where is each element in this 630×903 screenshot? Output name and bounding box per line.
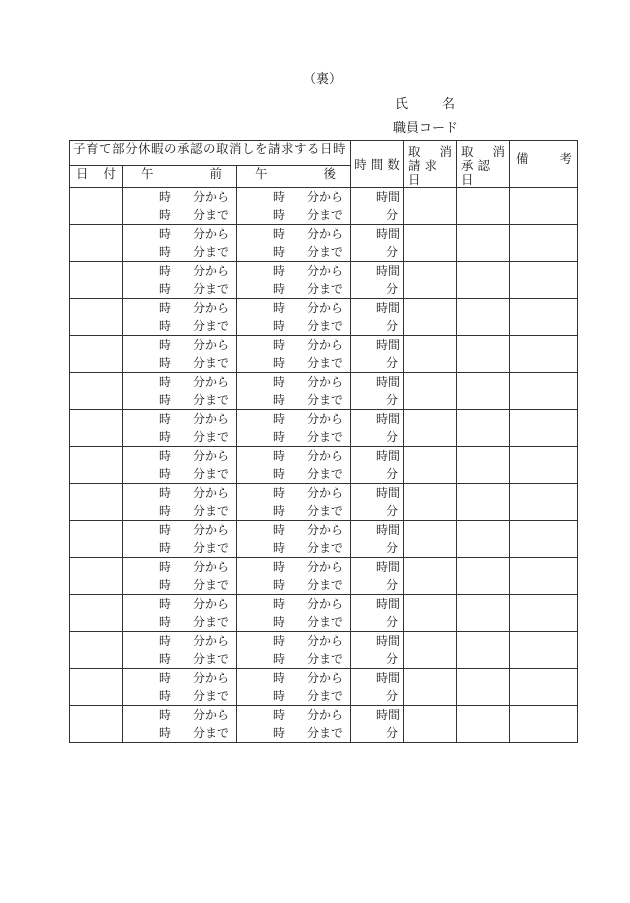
date-a: 日: [76, 165, 89, 181]
until-label: 分まで: [307, 430, 344, 444]
cancel-request-date-cell[interactable]: [404, 447, 457, 484]
hour-label: 時: [273, 356, 286, 370]
table-row: [70, 188, 578, 225]
date-cell[interactable]: [70, 447, 123, 484]
cancel-approval-date-header: [457, 141, 510, 188]
pm-time-cell[interactable]: [237, 188, 351, 225]
am-header: [123, 165, 237, 187]
pm-a: 午: [255, 165, 268, 181]
date-b: 付: [103, 165, 116, 181]
hours-unit-label: 時間: [376, 264, 401, 278]
from-label: 分から: [193, 375, 230, 389]
from-label: 分から: [307, 375, 344, 389]
hour-label: 時: [273, 689, 286, 703]
pm-time-cell[interactable]: [237, 373, 351, 410]
until-label: 分まで: [193, 245, 230, 259]
minutes-unit-label: 分: [386, 726, 399, 740]
hour-label: 時: [159, 190, 172, 204]
hour-label: 時: [159, 726, 172, 740]
am-time-cell[interactable]: [123, 373, 237, 410]
until-label: 分まで: [193, 282, 230, 296]
hours-cell[interactable]: [351, 299, 404, 336]
table-row: [70, 632, 578, 669]
remarks-cell[interactable]: [510, 484, 578, 521]
hours-unit-label: 時間: [376, 597, 401, 611]
date-cell[interactable]: [70, 595, 123, 632]
from-label: 分から: [193, 301, 230, 315]
hour-label: 時: [273, 430, 286, 444]
until-label: 分まで: [307, 689, 344, 703]
remarks-cell[interactable]: [510, 410, 578, 447]
hours-unit-label: 時間: [376, 412, 401, 426]
from-label: 分から: [307, 560, 344, 574]
hours-unit-label: 時間: [376, 634, 401, 648]
hours-cell[interactable]: [351, 336, 404, 373]
until-label: 分まで: [193, 208, 230, 222]
hour-label: 時: [273, 523, 286, 537]
hours-unit-label: 時間: [376, 190, 401, 204]
from-label: 分から: [307, 486, 344, 500]
pm-time-cell[interactable]: [237, 706, 351, 743]
table-row: [70, 336, 578, 373]
date-cell[interactable]: [70, 188, 123, 225]
date-cell[interactable]: [70, 410, 123, 447]
minutes-unit-label: 分: [386, 615, 399, 629]
pm-time-cell[interactable]: [237, 299, 351, 336]
hour-label: 時: [159, 634, 172, 648]
until-label: 分まで: [307, 652, 344, 666]
remarks-cell[interactable]: [510, 188, 578, 225]
date-cell[interactable]: [70, 484, 123, 521]
cancel-approval-date-cell[interactable]: [457, 669, 510, 706]
hours-cell[interactable]: [351, 484, 404, 521]
am-time-cell[interactable]: [123, 521, 237, 558]
hour-label: 時: [159, 449, 172, 463]
hour-label: 時: [159, 541, 172, 555]
cancel-request-date-cell[interactable]: [404, 521, 457, 558]
cancel-approval-date-cell[interactable]: [457, 521, 510, 558]
pm-time-cell[interactable]: [237, 410, 351, 447]
cancel-request-date-cell[interactable]: [404, 669, 457, 706]
date-cell[interactable]: [70, 669, 123, 706]
hour-label: 時: [273, 301, 286, 315]
cancel-approval-date-cell[interactable]: [457, 558, 510, 595]
hour-label: 時: [273, 560, 286, 574]
table-row: [70, 706, 578, 743]
date-cell[interactable]: [70, 336, 123, 373]
cancel-approval-date-cell[interactable]: [457, 299, 510, 336]
hour-label: 時: [159, 615, 172, 629]
until-label: 分まで: [307, 282, 344, 296]
hour-label: 時: [273, 541, 286, 555]
table-row: [70, 484, 578, 521]
hour-label: 時: [159, 393, 172, 407]
hour-label: 時: [273, 319, 286, 333]
until-label: 分まで: [193, 615, 230, 629]
pm-time-cell[interactable]: [237, 484, 351, 521]
until-label: 分まで: [193, 652, 230, 666]
until-label: 分まで: [193, 726, 230, 740]
minutes-unit-label: 分: [386, 356, 399, 370]
am-time-cell[interactable]: [123, 595, 237, 632]
table-title: 子育て部分休暇の承認の取消しを請求する日時: [70, 141, 351, 166]
remarks-header: [510, 141, 578, 188]
from-label: 分から: [193, 486, 230, 500]
hours-cell[interactable]: [351, 558, 404, 595]
until-label: 分まで: [307, 615, 344, 629]
hour-label: 時: [273, 375, 286, 389]
hours-cell[interactable]: [351, 188, 404, 225]
pm-time-cell[interactable]: [237, 632, 351, 669]
from-label: 分から: [307, 227, 344, 241]
until-label: 分まで: [307, 393, 344, 407]
hour-label: 時: [159, 208, 172, 222]
hour-label: 時: [273, 615, 286, 629]
remarks-cell[interactable]: [510, 669, 578, 706]
cancel-approval-date-cell[interactable]: [457, 373, 510, 410]
table-row: [70, 373, 578, 410]
hour-label: 時: [159, 356, 172, 370]
am-time-cell[interactable]: [123, 447, 237, 484]
hour-label: 時: [159, 671, 172, 685]
from-label: 分から: [307, 338, 344, 352]
from-label: 分から: [307, 412, 344, 426]
hour-label: 時: [159, 282, 172, 296]
hours-cell[interactable]: [351, 262, 404, 299]
hours-unit-label: 時間: [376, 227, 401, 241]
date-cell[interactable]: [70, 373, 123, 410]
remarks-a: 備: [516, 151, 529, 166]
hour-label: 時: [273, 504, 286, 518]
table-row: [70, 447, 578, 484]
cancellation-table: [69, 140, 578, 743]
minutes-unit-label: 分: [386, 467, 399, 481]
until-label: 分まで: [193, 578, 230, 592]
pm-time-cell[interactable]: [237, 225, 351, 262]
hour-label: 時: [159, 375, 172, 389]
remarks-b: 考: [559, 151, 573, 166]
hours-cell[interactable]: [351, 373, 404, 410]
table-row: [70, 262, 578, 299]
cancel-approval-date-cell[interactable]: [457, 225, 510, 262]
hour-label: 時: [273, 726, 286, 740]
hour-label: 時: [159, 578, 172, 592]
hour-label: 時: [273, 634, 286, 648]
from-label: 分から: [193, 671, 230, 685]
from-label: 分から: [307, 301, 344, 315]
hour-label: 時: [273, 393, 286, 407]
hour-label: 時: [273, 708, 286, 722]
name-label-a: 氏: [395, 97, 409, 112]
until-label: 分まで: [193, 689, 230, 703]
staff-code-label: 職員コード: [393, 121, 459, 136]
from-label: 分から: [193, 338, 230, 352]
am-b: 前: [209, 165, 222, 181]
cancel-approval-date-cell[interactable]: [457, 262, 510, 299]
hour-label: 時: [159, 560, 172, 574]
remarks-cell[interactable]: [510, 262, 578, 299]
remarks-cell[interactable]: [510, 706, 578, 743]
hours-unit-label: 時間: [376, 671, 401, 685]
date-cell[interactable]: [70, 262, 123, 299]
hours-cell[interactable]: [351, 706, 404, 743]
hours-cell[interactable]: [351, 225, 404, 262]
minutes-unit-label: 分: [386, 504, 399, 518]
hours-cell[interactable]: [351, 632, 404, 669]
cancel-approval-date-cell[interactable]: [457, 188, 510, 225]
hour-label: 時: [159, 264, 172, 278]
hours-cell[interactable]: [351, 410, 404, 447]
cancel-app-top-b: 消: [492, 144, 506, 159]
am-time-cell[interactable]: [123, 706, 237, 743]
am-time-cell[interactable]: [123, 188, 237, 225]
hour-label: 時: [159, 467, 172, 481]
remarks-cell[interactable]: [510, 632, 578, 669]
am-time-cell[interactable]: [123, 262, 237, 299]
hour-label: 時: [159, 504, 172, 518]
remarks-cell[interactable]: [510, 595, 578, 632]
cancel-approval-date-cell[interactable]: [457, 484, 510, 521]
until-label: 分まで: [193, 467, 230, 481]
from-label: 分から: [193, 449, 230, 463]
cancel-request-date-cell[interactable]: [404, 706, 457, 743]
hours-unit-label: 時間: [376, 449, 401, 463]
hour-label: 時: [159, 319, 172, 333]
am-time-cell[interactable]: [123, 669, 237, 706]
remarks-cell[interactable]: [510, 336, 578, 373]
table-row: [70, 669, 578, 706]
cancel-approval-date-cell[interactable]: [457, 410, 510, 447]
am-time-cell[interactable]: [123, 299, 237, 336]
minutes-unit-label: 分: [386, 430, 399, 444]
pm-time-cell[interactable]: [237, 447, 351, 484]
hours-cell[interactable]: [351, 447, 404, 484]
remarks-cell[interactable]: [510, 447, 578, 484]
cancel-request-date-header: [404, 141, 457, 188]
hour-label: 時: [273, 578, 286, 592]
cancel-request-date-cell[interactable]: [404, 373, 457, 410]
hour-label: 時: [273, 597, 286, 611]
date-cell[interactable]: [70, 558, 123, 595]
pm-header: [237, 165, 351, 187]
date-cell[interactable]: [70, 299, 123, 336]
from-label: 分から: [307, 597, 344, 611]
hour-label: 時: [159, 430, 172, 444]
cancel-request-date-cell[interactable]: [404, 299, 457, 336]
cancel-req-top-a: 取: [408, 144, 421, 159]
am-time-cell[interactable]: [123, 632, 237, 669]
until-label: 分まで: [307, 356, 344, 370]
date-cell[interactable]: [70, 706, 123, 743]
hours-unit-label: 時間: [376, 523, 401, 537]
hour-label: 時: [159, 486, 172, 500]
until-label: 分まで: [307, 467, 344, 481]
cancel-request-date-cell[interactable]: [404, 410, 457, 447]
hour-label: 時: [273, 652, 286, 666]
hour-label: 時: [159, 412, 172, 426]
table-row: [70, 410, 578, 447]
table-row: [70, 225, 578, 262]
from-label: 分から: [193, 708, 230, 722]
until-label: 分まで: [193, 504, 230, 518]
from-label: 分から: [193, 412, 230, 426]
cancel-request-date-cell[interactable]: [404, 595, 457, 632]
until-label: 分まで: [193, 430, 230, 444]
date-header: [70, 165, 123, 187]
hour-label: 時: [273, 208, 286, 222]
from-label: 分から: [193, 560, 230, 574]
minutes-unit-label: 分: [386, 319, 399, 333]
am-time-cell[interactable]: [123, 225, 237, 262]
hour-label: 時: [273, 264, 286, 278]
until-label: 分まで: [307, 541, 344, 555]
cancel-approval-date-cell[interactable]: [457, 595, 510, 632]
hours-unit-label: 時間: [376, 375, 401, 389]
cancel-approval-date-cell[interactable]: [457, 706, 510, 743]
hour-label: 時: [159, 227, 172, 241]
date-cell[interactable]: [70, 225, 123, 262]
pm-time-cell[interactable]: [237, 262, 351, 299]
cancel-req-bottom: 請 求 日: [408, 158, 438, 187]
table-row: [70, 521, 578, 558]
from-label: 分から: [307, 708, 344, 722]
minutes-unit-label: 分: [386, 208, 399, 222]
name-label-b: 名: [441, 97, 455, 112]
until-label: 分まで: [193, 393, 230, 407]
minutes-unit-label: 分: [386, 245, 399, 259]
cancel-request-date-cell[interactable]: [404, 262, 457, 299]
hours-unit-label: 時間: [376, 708, 401, 722]
table-row: [70, 558, 578, 595]
pm-time-cell[interactable]: [237, 558, 351, 595]
hour-label: 時: [159, 689, 172, 703]
hour-label: 時: [159, 245, 172, 259]
cancel-approval-date-cell[interactable]: [457, 447, 510, 484]
hours-unit-label: 時間: [376, 560, 401, 574]
hours-unit-label: 時間: [376, 338, 401, 352]
hour-label: 時: [159, 652, 172, 666]
hour-label: 時: [159, 338, 172, 352]
hour-label: 時: [159, 708, 172, 722]
cancel-req-top-b: 消: [439, 144, 453, 159]
cancel-request-date-cell[interactable]: [404, 484, 457, 521]
hour-label: 時: [273, 671, 286, 685]
table-row: [70, 595, 578, 632]
cancel-request-date-cell[interactable]: [404, 336, 457, 373]
hour-label: 時: [159, 523, 172, 537]
from-label: 分から: [307, 671, 344, 685]
hour-label: 時: [273, 467, 286, 481]
hour-label: 時: [273, 338, 286, 352]
until-label: 分まで: [307, 208, 344, 222]
cancel-request-date-cell[interactable]: [404, 188, 457, 225]
date-cell[interactable]: [70, 521, 123, 558]
from-label: 分から: [307, 190, 344, 204]
from-label: 分から: [307, 264, 344, 278]
until-label: 分まで: [307, 726, 344, 740]
hour-label: 時: [273, 227, 286, 241]
remarks-cell[interactable]: [510, 558, 578, 595]
cancel-request-date-cell[interactable]: [404, 225, 457, 262]
hour-label: 時: [159, 301, 172, 315]
cancel-request-date-cell[interactable]: [404, 558, 457, 595]
am-time-cell[interactable]: [123, 558, 237, 595]
from-label: 分から: [193, 597, 230, 611]
pm-time-cell[interactable]: [237, 669, 351, 706]
hour-label: 時: [273, 412, 286, 426]
remarks-cell[interactable]: [510, 373, 578, 410]
pm-time-cell[interactable]: [237, 336, 351, 373]
table-row: [70, 299, 578, 336]
minutes-unit-label: 分: [386, 282, 399, 296]
hour-label: 時: [273, 282, 286, 296]
minutes-unit-label: 分: [386, 393, 399, 407]
hours-unit-label: 時間: [376, 301, 401, 315]
cancel-approval-date-cell[interactable]: [457, 336, 510, 373]
from-label: 分から: [307, 449, 344, 463]
from-label: 分から: [193, 264, 230, 278]
from-label: 分から: [307, 523, 344, 537]
from-label: 分から: [193, 634, 230, 648]
remarks-cell[interactable]: [510, 521, 578, 558]
until-label: 分まで: [193, 541, 230, 555]
hour-label: 時: [273, 245, 286, 259]
pm-time-cell[interactable]: [237, 595, 351, 632]
minutes-unit-label: 分: [386, 689, 399, 703]
cancel-app-bottom: 承 認 日: [461, 158, 491, 187]
hours-cell[interactable]: [351, 521, 404, 558]
until-label: 分まで: [307, 504, 344, 518]
until-label: 分まで: [193, 356, 230, 370]
from-label: 分から: [193, 227, 230, 241]
cancel-approval-date-cell[interactable]: [457, 632, 510, 669]
page-side-mark: （裏）: [303, 72, 343, 87]
until-label: 分まで: [193, 319, 230, 333]
minutes-unit-label: 分: [386, 578, 399, 592]
minutes-unit-label: 分: [386, 541, 399, 555]
minutes-unit-label: 分: [386, 652, 399, 666]
hours-cell[interactable]: [351, 595, 404, 632]
am-time-cell[interactable]: [123, 336, 237, 373]
until-label: 分まで: [307, 578, 344, 592]
cancel-request-date-cell[interactable]: [404, 632, 457, 669]
hour-label: 時: [273, 449, 286, 463]
hour-label: 時: [159, 597, 172, 611]
hours-cell[interactable]: [351, 669, 404, 706]
from-label: 分から: [307, 634, 344, 648]
cancel-app-top-a: 取: [461, 144, 474, 159]
am-time-cell[interactable]: [123, 410, 237, 447]
hours-unit-label: 時間: [376, 486, 401, 500]
from-label: 分から: [193, 523, 230, 537]
remarks-cell[interactable]: [510, 225, 578, 262]
until-label: 分まで: [307, 319, 344, 333]
from-label: 分から: [193, 190, 230, 204]
name-label: [395, 93, 455, 112]
pm-b: 後: [323, 165, 337, 181]
hour-label: 時: [273, 190, 286, 204]
am-a: 午: [141, 165, 154, 181]
hour-label: 時: [273, 486, 286, 500]
remarks-cell[interactable]: [510, 299, 578, 336]
until-label: 分まで: [307, 245, 344, 259]
am-time-cell[interactable]: [123, 484, 237, 521]
date-cell[interactable]: [70, 632, 123, 669]
hours-header: 時 間 数: [351, 141, 404, 188]
pm-time-cell[interactable]: [237, 521, 351, 558]
